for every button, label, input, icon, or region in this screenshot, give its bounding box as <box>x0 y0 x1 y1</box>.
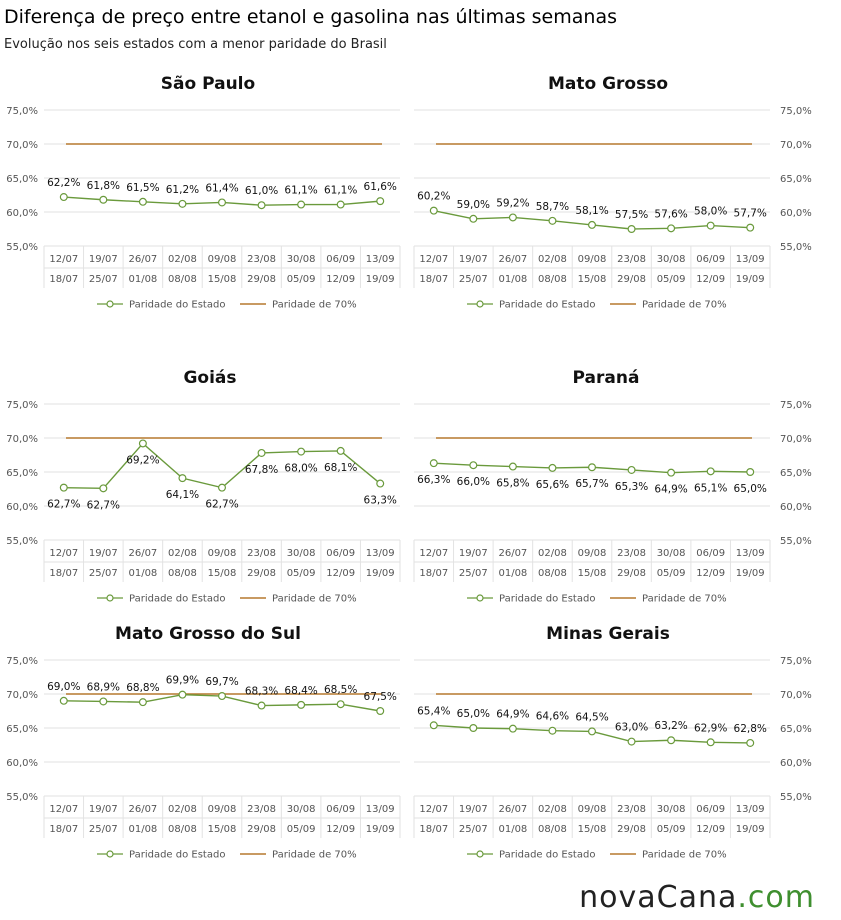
legend-label-threshold: Paridade de 70% <box>272 299 357 311</box>
y-tick-label: 75,0% <box>6 656 38 667</box>
x-tick-label: 18/07 <box>419 824 449 835</box>
y-tick-label: 70,0% <box>6 140 38 151</box>
x-tick-label: 23/08 <box>247 254 276 265</box>
data-label: 60,2% <box>417 190 451 203</box>
data-point <box>60 697 67 704</box>
data-label: 69,9% <box>165 674 200 687</box>
data-point <box>219 199 226 206</box>
x-tick-label: 19/07 <box>458 548 488 559</box>
legend-label-threshold: Paridade de 70% <box>642 299 727 311</box>
legend-label-state: Paridade do Estado <box>129 849 226 861</box>
x-tick-label: 08/08 <box>538 824 567 835</box>
data-point <box>337 701 344 708</box>
data-point <box>377 198 384 205</box>
legend-label-threshold: Paridade de 70% <box>642 849 727 861</box>
x-tick-label: 13/09 <box>735 254 765 265</box>
data-label: 61,8% <box>86 179 121 192</box>
data-point <box>549 465 556 472</box>
legend-marker-state <box>107 595 113 601</box>
x-tick-label: 29/08 <box>617 824 646 835</box>
x-tick-label: 19/07 <box>88 254 118 265</box>
legend-marker-state <box>107 301 113 307</box>
data-label: 64,6% <box>535 710 570 723</box>
x-tick-label: 29/08 <box>247 568 276 579</box>
data-label: 63,2% <box>654 720 688 733</box>
data-point <box>509 725 516 732</box>
x-tick-label: 09/08 <box>577 804 607 815</box>
x-tick-label: 26/07 <box>128 254 158 265</box>
x-tick-label: 13/09 <box>365 804 395 815</box>
x-tick-label: 25/07 <box>88 274 118 285</box>
x-tick-label: 09/08 <box>577 548 607 559</box>
legend-marker-state <box>477 595 483 601</box>
x-tick-label: 08/08 <box>538 274 567 285</box>
x-tick-label: 15/08 <box>207 568 237 579</box>
data-label: 69,0% <box>47 680 81 693</box>
data-point <box>139 198 146 205</box>
x-tick-label: 30/08 <box>286 804 316 815</box>
data-point <box>258 202 265 209</box>
chart-2 <box>6 368 400 605</box>
x-tick-label: 23/08 <box>617 804 646 815</box>
x-tick-label: 29/08 <box>247 274 276 285</box>
y-tick-label: 60,0% <box>6 502 38 513</box>
data-label: 59,2% <box>496 197 530 210</box>
data-point <box>179 200 186 207</box>
y-tick-label: 70,0% <box>780 690 812 701</box>
page-title: Diferença de preço entre etanol e gasolina nas últimas semanas <box>4 6 617 28</box>
data-label: 65,8% <box>496 477 530 490</box>
x-tick-label: 09/08 <box>207 254 237 265</box>
data-point <box>100 196 107 203</box>
y-tick-label: 55,0% <box>6 242 38 253</box>
x-tick-label: 23/08 <box>617 254 646 265</box>
x-tick-label: 12/09 <box>326 568 356 579</box>
x-tick-label: 13/09 <box>735 804 765 815</box>
data-label: 64,1% <box>165 489 200 502</box>
data-point <box>747 224 754 231</box>
data-point <box>628 226 635 233</box>
x-tick-label: 29/08 <box>617 568 646 579</box>
data-label: 61,6% <box>363 181 397 194</box>
y-tick-label: 55,0% <box>6 536 38 547</box>
data-point <box>139 699 146 706</box>
x-tick-label: 15/08 <box>577 274 607 285</box>
data-label: 65,0% <box>456 708 491 720</box>
x-tick-label: 06/09 <box>326 254 356 265</box>
x-tick-label: 18/07 <box>49 274 79 285</box>
chart-title: Minas Gerais <box>546 624 670 644</box>
data-point <box>179 691 186 698</box>
data-label: 68,4% <box>284 684 318 697</box>
data-label: 68,1% <box>323 461 358 474</box>
data-point <box>470 725 477 732</box>
x-tick-label: 25/07 <box>458 274 488 285</box>
data-label: 68,9% <box>86 681 121 694</box>
data-point <box>139 440 146 447</box>
data-label: 66,0% <box>456 476 491 489</box>
x-tick-label: 12/09 <box>326 274 356 285</box>
y-tick-label: 75,0% <box>780 106 812 117</box>
data-label: 64,9% <box>496 708 530 721</box>
y-tick-label: 75,0% <box>780 656 812 667</box>
x-tick-label: 15/08 <box>577 824 607 835</box>
data-label: 69,2% <box>126 454 160 467</box>
x-tick-label: 30/08 <box>656 548 686 559</box>
legend-label-threshold: Paridade de 70% <box>272 849 357 861</box>
chart-1 <box>414 74 812 311</box>
x-tick-label: 06/09 <box>696 548 726 559</box>
x-tick-label: 05/09 <box>656 274 686 285</box>
x-tick-label: 12/09 <box>696 568 726 579</box>
y-tick-label: 60,0% <box>780 502 812 513</box>
data-label: 68,0% <box>284 462 318 475</box>
y-tick-label: 55,0% <box>780 792 812 803</box>
page-subtitle: Evolução nos seis estados com a menor paridade do Brasil <box>4 37 387 52</box>
novacana-logo <box>579 880 815 915</box>
x-tick-label: 12/07 <box>419 548 449 559</box>
data-point <box>707 222 714 229</box>
y-tick-label: 65,0% <box>780 724 812 735</box>
data-label: 67,8% <box>244 463 279 476</box>
x-tick-label: 12/07 <box>49 804 79 815</box>
x-tick-label: 12/07 <box>49 548 79 559</box>
data-label: 64,5% <box>575 711 609 724</box>
x-tick-label: 05/09 <box>286 824 316 835</box>
data-label: 65,7% <box>575 478 609 491</box>
x-tick-label: 01/08 <box>498 824 528 835</box>
data-label: 58,1% <box>575 204 609 217</box>
chart-title: São Paulo <box>160 74 256 94</box>
y-tick-label: 55,0% <box>780 242 812 253</box>
x-tick-label: 13/09 <box>735 548 765 559</box>
data-point <box>707 739 714 746</box>
data-label: 65,6% <box>535 478 570 491</box>
x-tick-label: 05/09 <box>656 568 686 579</box>
x-tick-label: 02/08 <box>538 548 567 559</box>
data-point <box>337 201 344 208</box>
data-point <box>747 469 754 476</box>
data-label: 68,5% <box>323 684 358 697</box>
data-point <box>430 207 437 214</box>
data-point <box>668 225 675 232</box>
x-tick-label: 30/08 <box>656 254 686 265</box>
data-label: 61,1% <box>323 184 358 197</box>
x-tick-label: 06/09 <box>696 804 726 815</box>
x-tick-label: 05/09 <box>286 568 316 579</box>
data-point <box>509 214 516 221</box>
data-label: 62,7% <box>86 499 121 512</box>
x-tick-label: 13/09 <box>365 254 395 265</box>
data-point <box>589 464 596 471</box>
data-point <box>628 738 635 745</box>
x-tick-label: 30/08 <box>286 254 316 265</box>
x-tick-label: 23/08 <box>617 548 646 559</box>
x-tick-label: 09/08 <box>577 254 607 265</box>
x-tick-label: 19/07 <box>88 804 118 815</box>
chart-5 <box>414 624 812 861</box>
y-tick-label: 70,0% <box>6 434 38 445</box>
x-tick-label: 18/07 <box>419 568 449 579</box>
y-tick-label: 75,0% <box>6 400 38 411</box>
x-tick-label: 25/07 <box>88 824 118 835</box>
y-tick-label: 65,0% <box>780 174 812 185</box>
y-tick-label: 65,0% <box>780 468 812 479</box>
y-tick-label: 75,0% <box>780 400 812 411</box>
data-label: 68,3% <box>244 685 279 698</box>
x-tick-label: 23/08 <box>247 804 276 815</box>
x-tick-label: 05/09 <box>286 274 316 285</box>
y-tick-label: 60,0% <box>6 758 38 769</box>
x-tick-label: 01/08 <box>498 568 528 579</box>
x-tick-label: 26/07 <box>498 254 528 265</box>
data-label: 57,6% <box>654 208 688 221</box>
x-tick-label: 06/09 <box>326 548 356 559</box>
x-tick-label: 30/08 <box>286 548 316 559</box>
data-point <box>219 484 226 491</box>
data-label: 62,7% <box>47 498 81 511</box>
data-point <box>628 467 635 474</box>
y-tick-label: 60,0% <box>6 208 38 219</box>
x-tick-label: 02/08 <box>538 254 567 265</box>
x-tick-label: 15/08 <box>207 824 237 835</box>
x-tick-label: 12/09 <box>696 274 726 285</box>
data-label: 67,5% <box>363 691 397 703</box>
data-point <box>337 448 344 455</box>
x-tick-label: 08/08 <box>168 824 197 835</box>
data-label: 59,0% <box>456 198 491 211</box>
data-label: 62,9% <box>693 722 728 735</box>
x-tick-label: 26/07 <box>498 804 528 815</box>
data-point <box>668 737 675 744</box>
data-point <box>60 484 67 491</box>
chart-4 <box>6 624 400 861</box>
data-point <box>377 708 384 715</box>
legend-marker-state <box>477 301 483 307</box>
chart-0 <box>6 74 400 311</box>
x-tick-label: 02/08 <box>168 254 197 265</box>
data-label: 61,2% <box>165 183 200 196</box>
data-label: 63,0% <box>614 721 649 734</box>
x-tick-label: 09/08 <box>207 548 237 559</box>
x-tick-label: 19/09 <box>365 824 395 835</box>
legend-marker-state <box>107 851 113 857</box>
chart-title: Goiás <box>183 368 237 388</box>
y-tick-label: 55,0% <box>780 536 812 547</box>
data-point <box>470 215 477 222</box>
data-label: 61,0% <box>244 185 279 198</box>
data-label: 65,3% <box>614 480 649 493</box>
x-tick-label: 05/09 <box>656 824 686 835</box>
data-point <box>430 460 437 467</box>
x-tick-label: 01/08 <box>128 568 158 579</box>
data-label: 57,7% <box>733 207 767 220</box>
data-point <box>509 463 516 470</box>
data-point <box>549 727 556 734</box>
logo-text-domain: .com <box>737 880 815 915</box>
x-tick-label: 19/09 <box>365 274 395 285</box>
data-label: 63,3% <box>363 494 397 507</box>
x-tick-label: 30/08 <box>656 804 686 815</box>
data-label: 61,5% <box>126 181 160 194</box>
data-point <box>298 448 305 455</box>
legend-label-state: Paridade do Estado <box>499 593 596 605</box>
x-tick-label: 19/09 <box>735 568 765 579</box>
y-tick-label: 75,0% <box>6 106 38 117</box>
x-tick-label: 15/08 <box>207 274 237 285</box>
legend-label-state: Paridade do Estado <box>499 849 596 861</box>
chart-title: Mato Grosso <box>547 74 669 94</box>
data-label: 62,8% <box>733 722 767 735</box>
x-tick-label: 26/07 <box>128 804 158 815</box>
y-tick-label: 60,0% <box>780 758 812 769</box>
x-tick-label: 06/09 <box>326 804 356 815</box>
x-tick-label: 01/08 <box>128 274 158 285</box>
y-tick-label: 65,0% <box>6 724 38 735</box>
x-tick-label: 01/08 <box>498 274 528 285</box>
data-label: 66,3% <box>417 474 451 487</box>
x-tick-label: 12/09 <box>696 824 726 835</box>
legend-marker-state <box>477 851 483 857</box>
x-tick-label: 09/08 <box>207 804 237 815</box>
data-label: 58,0% <box>693 205 728 218</box>
x-tick-label: 02/08 <box>168 548 197 559</box>
data-point <box>100 698 107 705</box>
y-tick-label: 70,0% <box>780 434 812 445</box>
data-label: 61,1% <box>284 184 318 197</box>
data-point <box>589 728 596 735</box>
data-point <box>747 740 754 747</box>
x-tick-label: 25/07 <box>458 568 488 579</box>
x-tick-label: 19/09 <box>735 274 765 285</box>
data-label: 58,7% <box>535 200 570 213</box>
x-tick-label: 12/07 <box>49 254 79 265</box>
x-tick-label: 19/07 <box>458 254 488 265</box>
chart-title: Paraná <box>572 368 640 388</box>
data-label: 62,2% <box>47 177 81 190</box>
data-point <box>60 194 67 201</box>
x-tick-label: 12/09 <box>326 824 356 835</box>
data-point <box>668 469 675 476</box>
chart-3 <box>414 368 812 605</box>
x-tick-label: 18/07 <box>49 824 79 835</box>
x-tick-label: 29/08 <box>617 274 646 285</box>
data-point <box>258 450 265 457</box>
x-tick-label: 08/08 <box>168 568 197 579</box>
data-point <box>219 693 226 700</box>
data-label: 57,5% <box>614 209 649 221</box>
data-point <box>707 468 714 475</box>
x-tick-label: 25/07 <box>458 824 488 835</box>
x-tick-label: 01/08 <box>128 824 158 835</box>
data-label: 69,7% <box>205 676 239 689</box>
x-tick-label: 26/07 <box>128 548 158 559</box>
legend-label-state: Paridade do Estado <box>129 593 226 605</box>
legend-label-state: Paridade do Estado <box>499 299 596 311</box>
x-tick-label: 19/07 <box>458 804 488 815</box>
y-tick-label: 65,0% <box>6 174 38 185</box>
x-tick-label: 18/07 <box>49 568 79 579</box>
chart-title: Mato Grosso do Sul <box>115 624 301 644</box>
x-tick-label: 13/09 <box>365 548 395 559</box>
y-tick-label: 55,0% <box>6 792 38 803</box>
x-tick-label: 08/08 <box>538 568 567 579</box>
data-point <box>298 201 305 208</box>
x-tick-label: 12/07 <box>419 804 449 815</box>
legend-label-threshold: Paridade de 70% <box>272 593 357 605</box>
y-tick-label: 65,0% <box>6 468 38 479</box>
data-label: 65,1% <box>693 482 728 495</box>
data-point <box>100 485 107 492</box>
y-tick-label: 70,0% <box>780 140 812 151</box>
data-label: 65,0% <box>733 483 767 495</box>
data-point <box>377 480 384 487</box>
x-tick-label: 08/08 <box>168 274 197 285</box>
x-tick-label: 23/08 <box>247 548 276 559</box>
x-tick-label: 06/09 <box>696 254 726 265</box>
logo-text-main: novaCana <box>579 880 738 915</box>
x-tick-label: 19/09 <box>365 568 395 579</box>
data-point <box>179 475 186 482</box>
data-point <box>549 217 556 224</box>
x-tick-label: 29/08 <box>247 824 276 835</box>
y-tick-label: 60,0% <box>780 208 812 219</box>
x-tick-label: 25/07 <box>88 568 118 579</box>
data-label: 64,9% <box>654 483 688 496</box>
data-point <box>470 462 477 469</box>
data-label: 65,4% <box>417 705 451 718</box>
x-tick-label: 02/08 <box>168 804 197 815</box>
data-point <box>298 701 305 708</box>
legend-label-threshold: Paridade de 70% <box>642 593 727 605</box>
data-point <box>589 222 596 229</box>
y-tick-label: 70,0% <box>6 690 38 701</box>
x-tick-label: 12/07 <box>419 254 449 265</box>
x-tick-label: 02/08 <box>538 804 567 815</box>
x-tick-label: 15/08 <box>577 568 607 579</box>
data-point <box>258 702 265 709</box>
data-label: 61,4% <box>205 182 239 195</box>
x-tick-label: 19/07 <box>88 548 118 559</box>
data-point <box>430 722 437 729</box>
x-tick-label: 26/07 <box>498 548 528 559</box>
data-label: 62,7% <box>205 498 239 511</box>
x-tick-label: 19/09 <box>735 824 765 835</box>
data-label: 68,8% <box>126 682 160 695</box>
legend-label-state: Paridade do Estado <box>129 299 226 311</box>
x-tick-label: 18/07 <box>419 274 449 285</box>
